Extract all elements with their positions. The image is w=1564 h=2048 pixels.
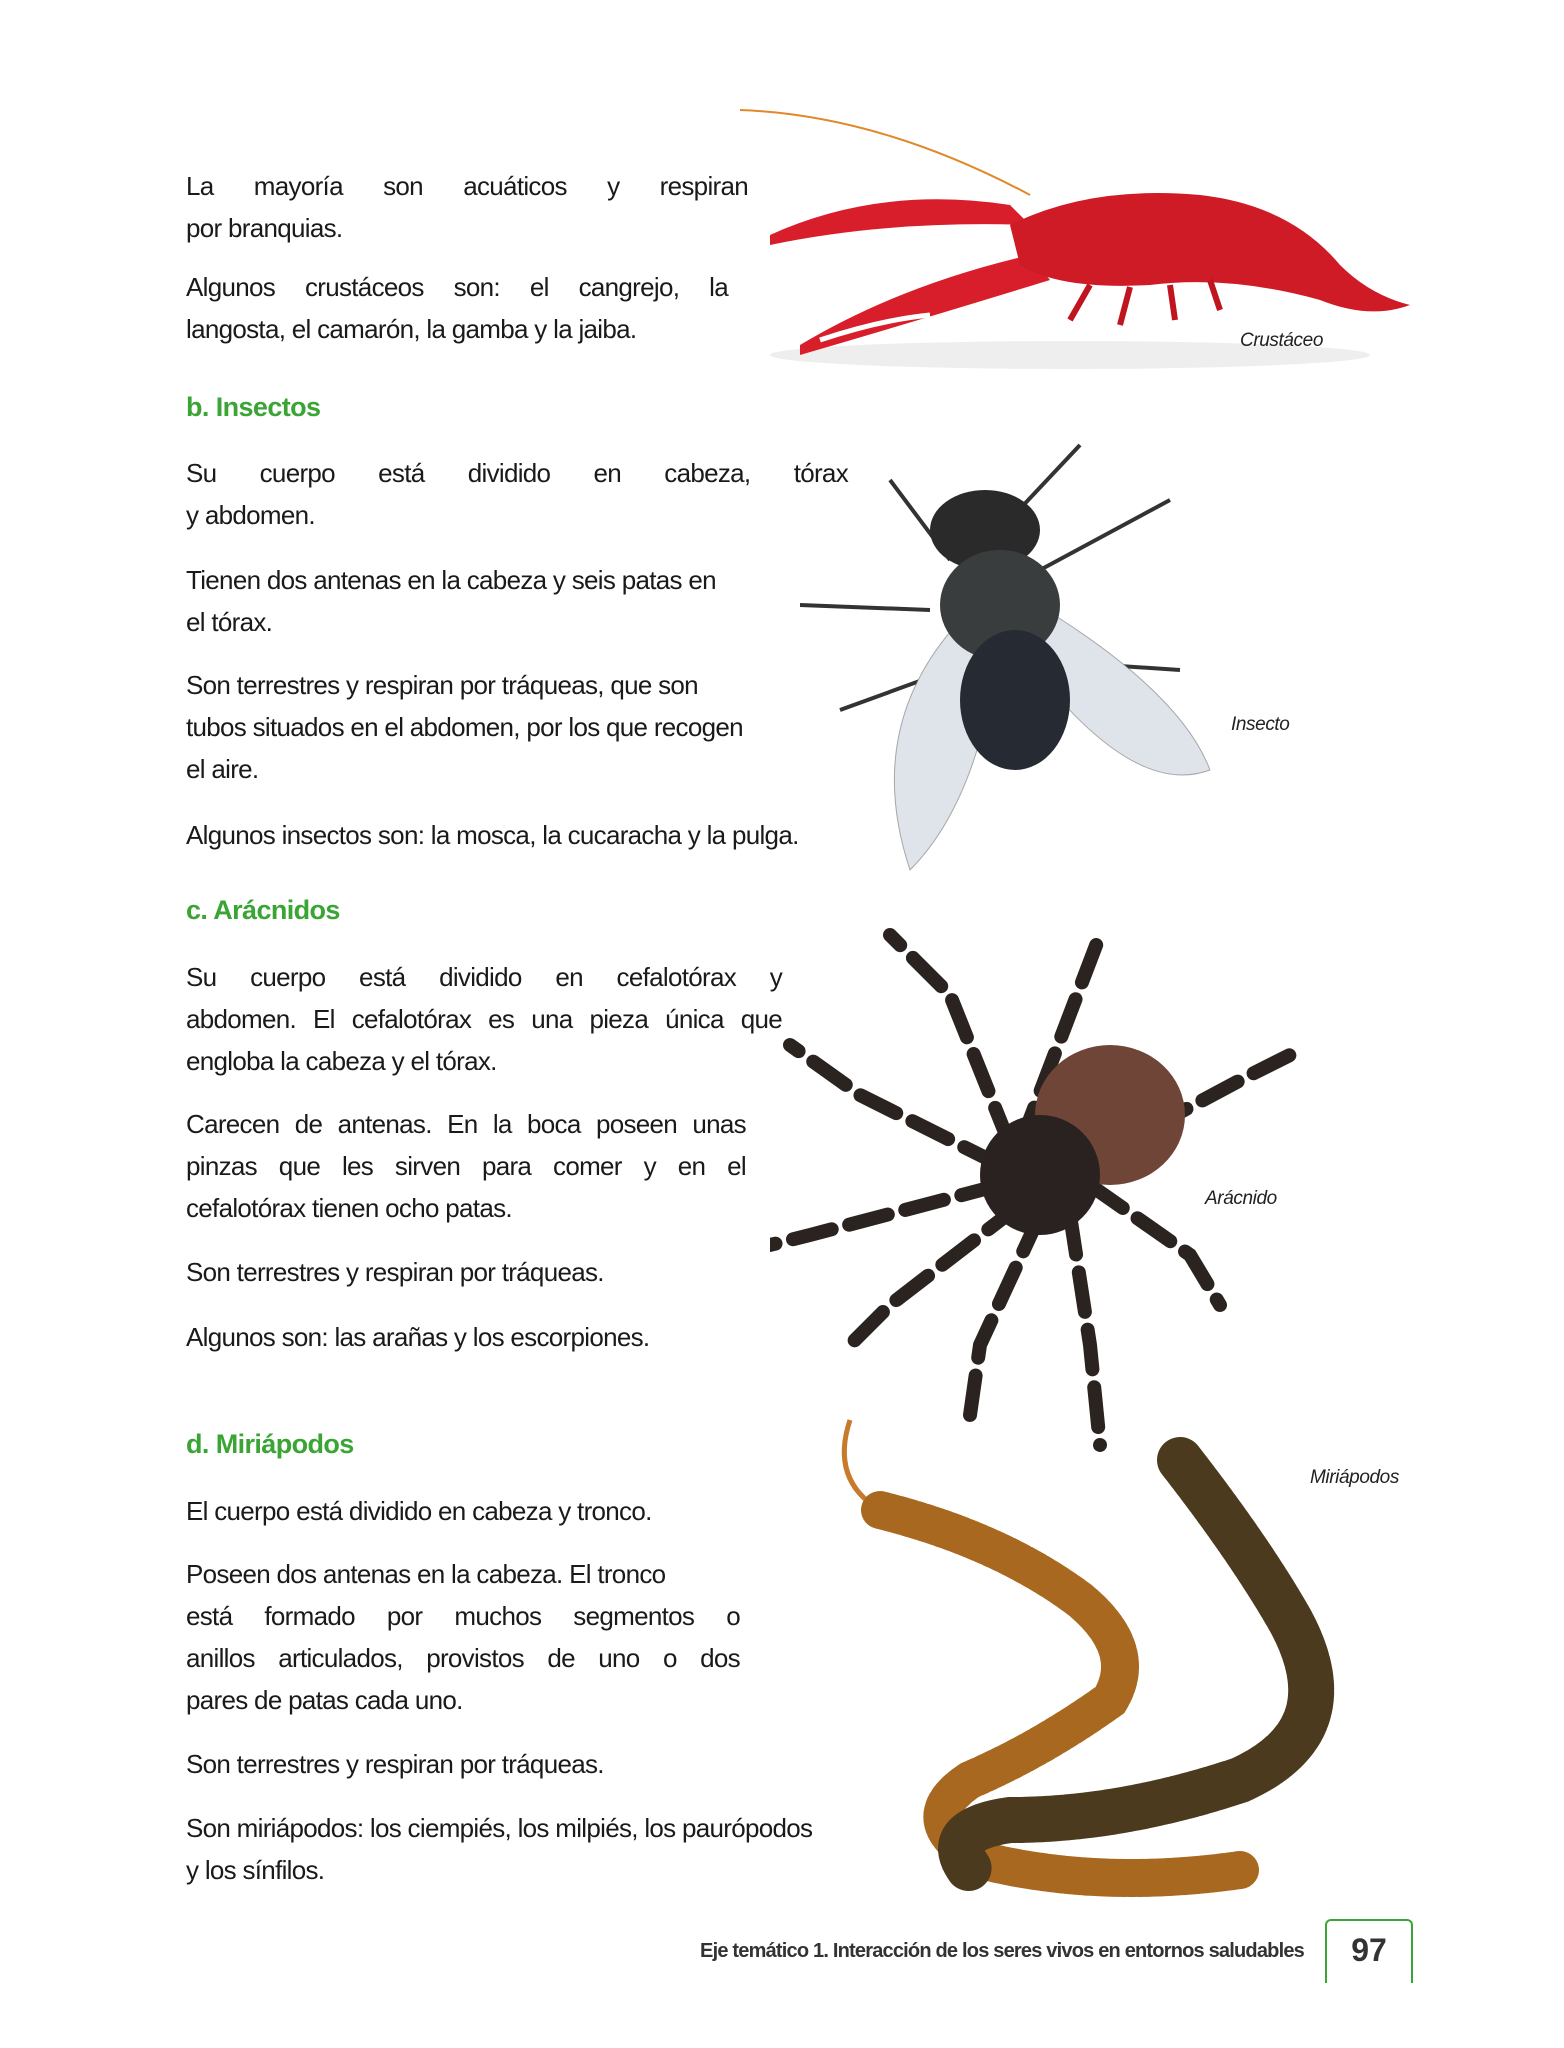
text-line: Algunos insectos son: la mosca, la cucaracha y la pulga. [186, 820, 799, 850]
paragraph [186, 452, 848, 536]
paragraph [186, 1316, 786, 1358]
text-line: Algunos son: las arañas y los escorpiones. [186, 1322, 650, 1352]
text-line: Su cuerpo está dividido en cefalotórax y [186, 962, 782, 992]
text-line: Carecen de antenas. En la boca poseen unas [186, 1109, 746, 1139]
text-line: cefalotórax tienen ocho patas. [186, 1193, 512, 1223]
text-line: Su cuerpo está dividido en cabeza, tórax [186, 458, 848, 488]
text-line: Son miriápodos: los ciempiés, los milpiés, los paurópodos [186, 1813, 813, 1843]
paragraph [186, 1553, 740, 1721]
text-line: el tórax. [186, 607, 273, 637]
text-line: por branquias. [186, 213, 343, 243]
text-line: Tienen dos antenas en la cabeza y seis patas en [186, 565, 716, 595]
text-line: engloba la cabeza y el tórax. [186, 1046, 497, 1076]
fly-photo [800, 440, 1220, 880]
text-line: El cuerpo está dividido en cabeza y tronco. [186, 1496, 652, 1526]
paragraph [186, 814, 866, 856]
page-number: 97 [1325, 1919, 1413, 1983]
text-line: Son terrestres y respiran por tráqueas. [186, 1257, 604, 1287]
figure-caption: Arácnido [1205, 1188, 1277, 1209]
figure-caption: Crustáceo [1240, 330, 1323, 351]
section-heading-aracnidos: c. Arácnidos [186, 895, 340, 925]
paragraph [186, 1251, 786, 1293]
paragraph [186, 266, 728, 350]
text-line: y abdomen. [186, 500, 315, 530]
paragraph [186, 559, 796, 643]
text-line: pares de patas cada uno. [186, 1685, 463, 1715]
paragraph [186, 165, 748, 249]
footer-chapter-title: Eje temático 1. Interacción de los seres vivos en entornos saludables [700, 1940, 1304, 1962]
text-line: Son terrestres y respiran por tráqueas, que son [186, 670, 698, 700]
paragraph [186, 956, 782, 1082]
text-line: Son terrestres y respiran por tráqueas. [186, 1749, 604, 1779]
text-line: La mayoría son acuáticos y respiran [186, 171, 748, 201]
text-line: Poseen dos antenas en la cabeza. El tronco [186, 1559, 666, 1589]
paragraph [186, 1490, 786, 1532]
text-line: abdomen. El cefalotórax es una pieza única que [186, 1004, 782, 1034]
text-line: tubos situados en el abdomen, por los que recogen [186, 712, 743, 742]
text-line: está formado por muchos segmentos o [186, 1601, 740, 1631]
text-line: langosta, el camarón, la gamba y la jaiba. [186, 314, 637, 344]
section-heading-miriapodos: d. Miriápodos [186, 1429, 354, 1459]
text-line: el aire. [186, 754, 259, 784]
paragraph [186, 1103, 746, 1229]
paragraph [186, 1807, 906, 1891]
figure-caption: Miriápodos [1310, 1467, 1399, 1488]
text-line: Algunos crustáceos son: el cangrejo, la [186, 272, 728, 302]
text-line: pinzas que les sirven para comer y en el [186, 1151, 746, 1181]
text-line: y los sínfilos. [186, 1855, 325, 1885]
paragraph [186, 664, 806, 790]
text-line: anillos articulados, provistos de uno o dos [186, 1643, 740, 1673]
figure-caption: Insecto [1231, 714, 1290, 735]
section-heading-insectos: b. Insectos [186, 392, 321, 422]
paragraph [186, 1743, 786, 1785]
